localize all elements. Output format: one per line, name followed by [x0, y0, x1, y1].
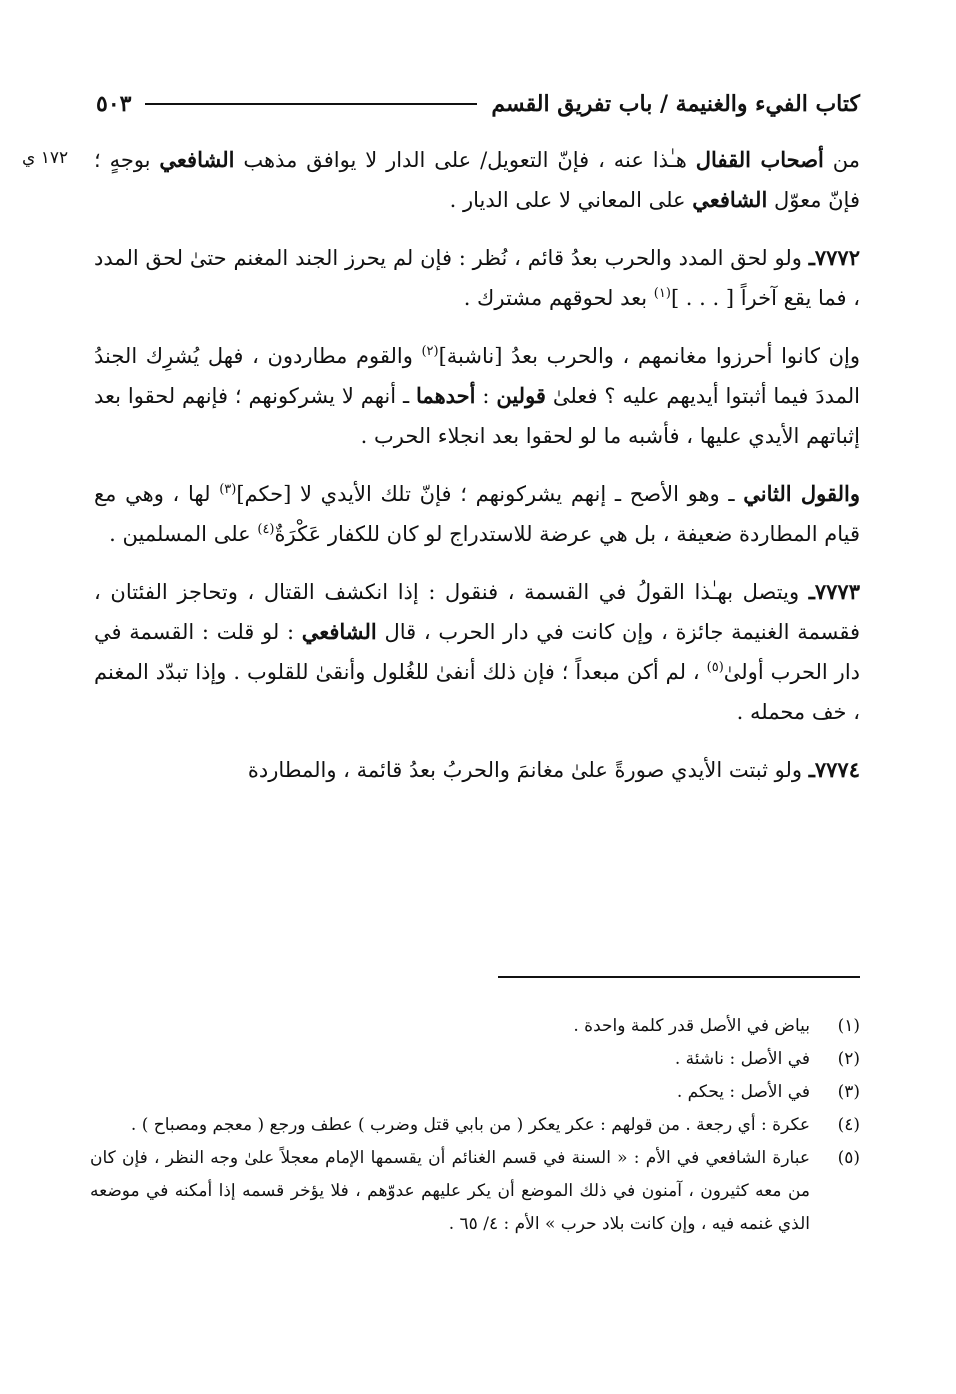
named-term: الشافعي — [301, 619, 377, 644]
footnote: (٢) في الأصل : ناشئة . — [674, 1049, 860, 1069]
footnote-ref: (١) — [653, 286, 671, 301]
named-term: أصحاب القفال — [695, 147, 824, 172]
paragraph-continuation: من أصحاب القفال هـٰذا عنه ، فإنّ التعويل/ على الدار لا يوافق مذهب الشافعي بوجهٍ ؛ فإنّ معوّل الشافعي على المعاني لا على الديار . — [94, 147, 860, 212]
header-rule — [145, 103, 477, 105]
main-text — [94, 140, 860, 808]
footnote: (٤) عكرة : أي رجعة . من قولهم : عكر يعكر ( من بابي قتل وضرب ) عطف ورجع ( معجم ومصباح ) . — [130, 1115, 860, 1135]
footnote-ref: (٢) — [421, 344, 439, 359]
paragraph-7774: ٧٧٧٤ـ ولو ثبتت الأيدي صورةً علىٰ مغانمَ والحربُ بعدُ قائمة ، والمطاردة — [247, 757, 860, 782]
running-header — [96, 84, 860, 124]
named-term: الشافعي — [692, 187, 768, 212]
paragraph-7772: ٧٧٧٢ـ ولو لحق المدد والحرب بعدُ قائم ، نُظر : فإن لم يحرز الجند المغنم حتىٰ لحق المدد ، فما يقع آخراً [ . . . ]$^{(١)}$ بعد لحوقهم مشترك . — [94, 245, 860, 310]
footnote: (١) بياض في الأصل قدر كلمة واحدة . — [573, 1016, 860, 1036]
issue-number: ٧٧٧٣ـ — [808, 579, 860, 604]
margin-manuscript-folio: ١٧٢ ي — [22, 148, 69, 168]
footnote: (٥) عبارة الشافعي في الأم : « السنة في قسم الغنائم أن يقسمها الإمام معجلاً علىٰ وجه النظر ، فإن كان من معه كثيرون ، آمنون في ذلك الموضع أن يكر عليهم عدوّهم ، فلا يؤخر قسمه إذا أمكنه في موضعه الذي غنمه فيه ، وإن كانت بلاد حرب » الأم : ٤/ ٦٥ . — [90, 1148, 860, 1234]
footnote-ref: (٤) — [257, 522, 275, 537]
chapter-title: كتاب الفيء والغنيمة / باب تفريق القسم — [491, 91, 860, 117]
footnotes — [90, 1010, 860, 1241]
named-term: الشافعي — [159, 147, 235, 172]
issue-number: ٧٧٧٤ـ — [808, 757, 860, 782]
footnote: (٣) في الأصل : يحكم . — [676, 1082, 860, 1102]
issue-number: ٧٧٧٢ـ — [808, 245, 860, 270]
footnote-ref: (٣) — [219, 482, 237, 497]
page-number: ٥٠٣ — [96, 91, 132, 117]
footnote-ref: (٥) — [706, 660, 724, 675]
paragraph-7773: ٧٧٧٣ـ ويتصل بهـٰذا القولُ في القسمة ، فنقول : إذا انكشف القتال ، وتحاجز الفئتان ، فقسمة الغنيمة جائزة ، وإن كانت في دار الحرب ، قال الشافعي : لو قلت : القسمة في دار الحرب أولىٰ$^{(٥)}$ ، لم أكن مبعداً ؛ فإن ذلك أنفىٰ للغُلول وأنقىٰ للقلوب . وإذا تبدّد المغنم ، خف محمله . — [94, 579, 861, 724]
paragraph: والقول الثاني ـ وهو الأصح ـ إنهم يشركونهم ؛ فإنّ تلك الأيدي لا [حكم]$^{(٣)}$ لها ، وهي مع قيام المطاردة ضعيفة ، بل هي عرضة للاستدراج لو كان للكفار عَكْرَةٌ$^{(٤)}$ على المسلمين . — [94, 481, 860, 546]
footnote-separator — [498, 976, 860, 978]
paragraph: وإن كانوا أحرزوا مغانمهم ، والحرب بعدُ [ناشبة]$^{(٢)}$ والقوم مطاردون ، فهل يُشرِك الجندُ المددَ فيما أثبتوا أيديهم عليه ؟ فعلىٰ قولين : أحدهما ـ أنهم لا يشركونهم ؛ فإنهم لحقوا بعد إثباتهم الأيدي عليها ، فأشبه ما لو لحقوا بعد انجلاء الحرب . — [94, 344, 860, 448]
